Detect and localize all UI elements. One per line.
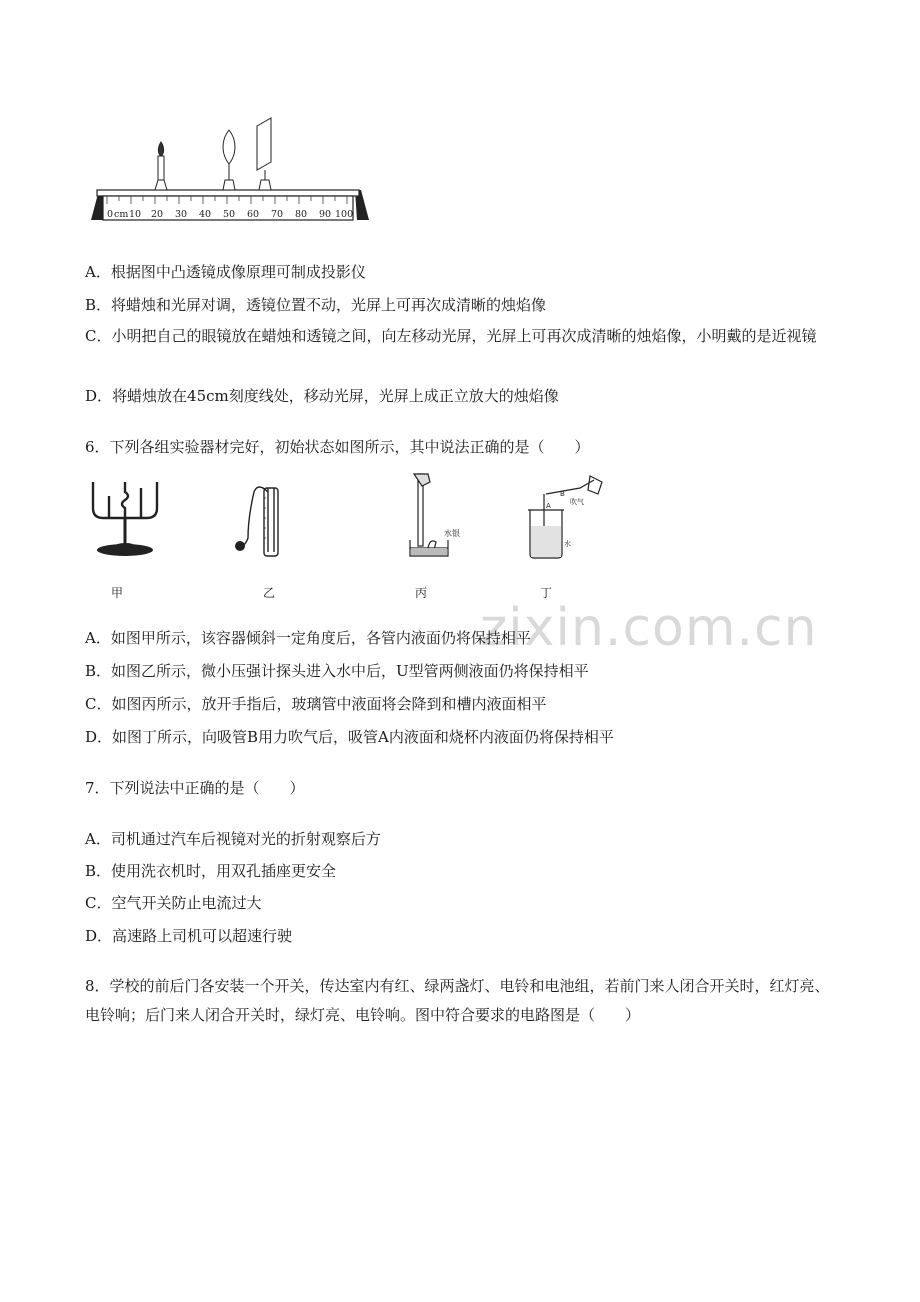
q8-stem: 8．学校的前后门各安装一个开关，传达室内有红、绿两盏灯、电铃和电池组，若前门来人闭合开关时，红灯亮、电铃响；后门来人闭合开关时，绿灯亮、电铃响。图中符合要求的电路图是（ ） bbox=[85, 977, 830, 1024]
q7-option-b: B．使用洗衣机时，用双孔插座更安全 bbox=[85, 862, 337, 880]
caption-yi: 乙 bbox=[263, 586, 276, 600]
tick-label: 90 bbox=[319, 209, 332, 220]
q6-stem: 6．下列各组实验器材完好，初始状态如图所示，其中说法正确的是（ ） bbox=[85, 438, 590, 456]
tick-label: 0 bbox=[107, 209, 114, 220]
tick-label: 50 bbox=[223, 209, 236, 220]
q5-option-a: A．根据图中凸透镜成像原理可制成投影仪 bbox=[85, 263, 366, 281]
label-tube-b: B bbox=[560, 490, 565, 498]
q6-option-a: A．如图甲所示，该容器倾斜一定角度后，各管内液面仍将保持相平 bbox=[85, 629, 531, 647]
tick-label: 60 bbox=[247, 209, 260, 220]
connected-vessels-figure bbox=[85, 478, 165, 562]
label-tube-a: A bbox=[546, 502, 551, 510]
caption-jia: 甲 bbox=[111, 586, 124, 600]
q7-option-a: A．司机通过汽车后视镜对光的折射观察后方 bbox=[85, 830, 381, 848]
tick-label: cm bbox=[114, 209, 129, 220]
tick-label: 40 bbox=[199, 209, 212, 220]
candle bbox=[155, 142, 167, 190]
screen bbox=[257, 118, 271, 190]
label-trough: 水银 bbox=[444, 529, 460, 538]
q7-option-c: C．空气开关防止电流过大 bbox=[85, 894, 262, 912]
q5-option-b: B．将蜡烛和光屏对调，透镜位置不动，光屏上可再次成清晰的烛焰像 bbox=[85, 296, 547, 314]
tick-label: 20 bbox=[151, 209, 164, 220]
tick-label: 100 bbox=[335, 209, 354, 220]
tick-label: 10 bbox=[129, 209, 142, 220]
pressure-gauge-figure bbox=[228, 478, 288, 562]
q6-option-b: B．如图乙所示，微小压强计探头进入水中后，U型管两侧液面仍将保持相平 bbox=[85, 662, 589, 680]
q6-option-d: D．如图丁所示，向吸管B用力吹气后，吸管A内液面和烧杯内液面仍将保持相平 bbox=[85, 728, 614, 746]
tick-label: 30 bbox=[175, 209, 188, 220]
tick-label: 70 bbox=[271, 209, 284, 220]
optical-bench-figure bbox=[85, 112, 375, 230]
watermark: zixin.com.cn bbox=[480, 598, 818, 658]
caption-bing: 丙 bbox=[415, 586, 428, 600]
caption-ding: 丁 bbox=[540, 586, 553, 600]
q5-option-d: D．将蜡烛放在45cm刻度线处，移动光屏，光屏上成正立放大的烛焰像 bbox=[85, 387, 559, 405]
q7-stem: 7．下列说法中正确的是（ ） bbox=[85, 779, 305, 797]
label-blow: 吹气 bbox=[570, 498, 584, 506]
tube-trough-figure bbox=[400, 468, 480, 562]
label-water: 水 bbox=[564, 540, 571, 548]
lens bbox=[223, 130, 235, 190]
beaker-straw-figure bbox=[524, 474, 614, 562]
q6-option-c: C．如图丙所示，放开手指后，玻璃管中液面将会降到和槽内液面相平 bbox=[85, 695, 547, 713]
q7-option-d: D．高速路上司机可以超速行驶 bbox=[85, 927, 293, 945]
tick-label: 80 bbox=[295, 209, 308, 220]
q5-option-c: C．小明把自己的眼镜放在蜡烛和透镜之间，向左移动光屏，光屏上可再次成清晰的烛焰像，小明戴的是近视镜 bbox=[85, 327, 817, 345]
